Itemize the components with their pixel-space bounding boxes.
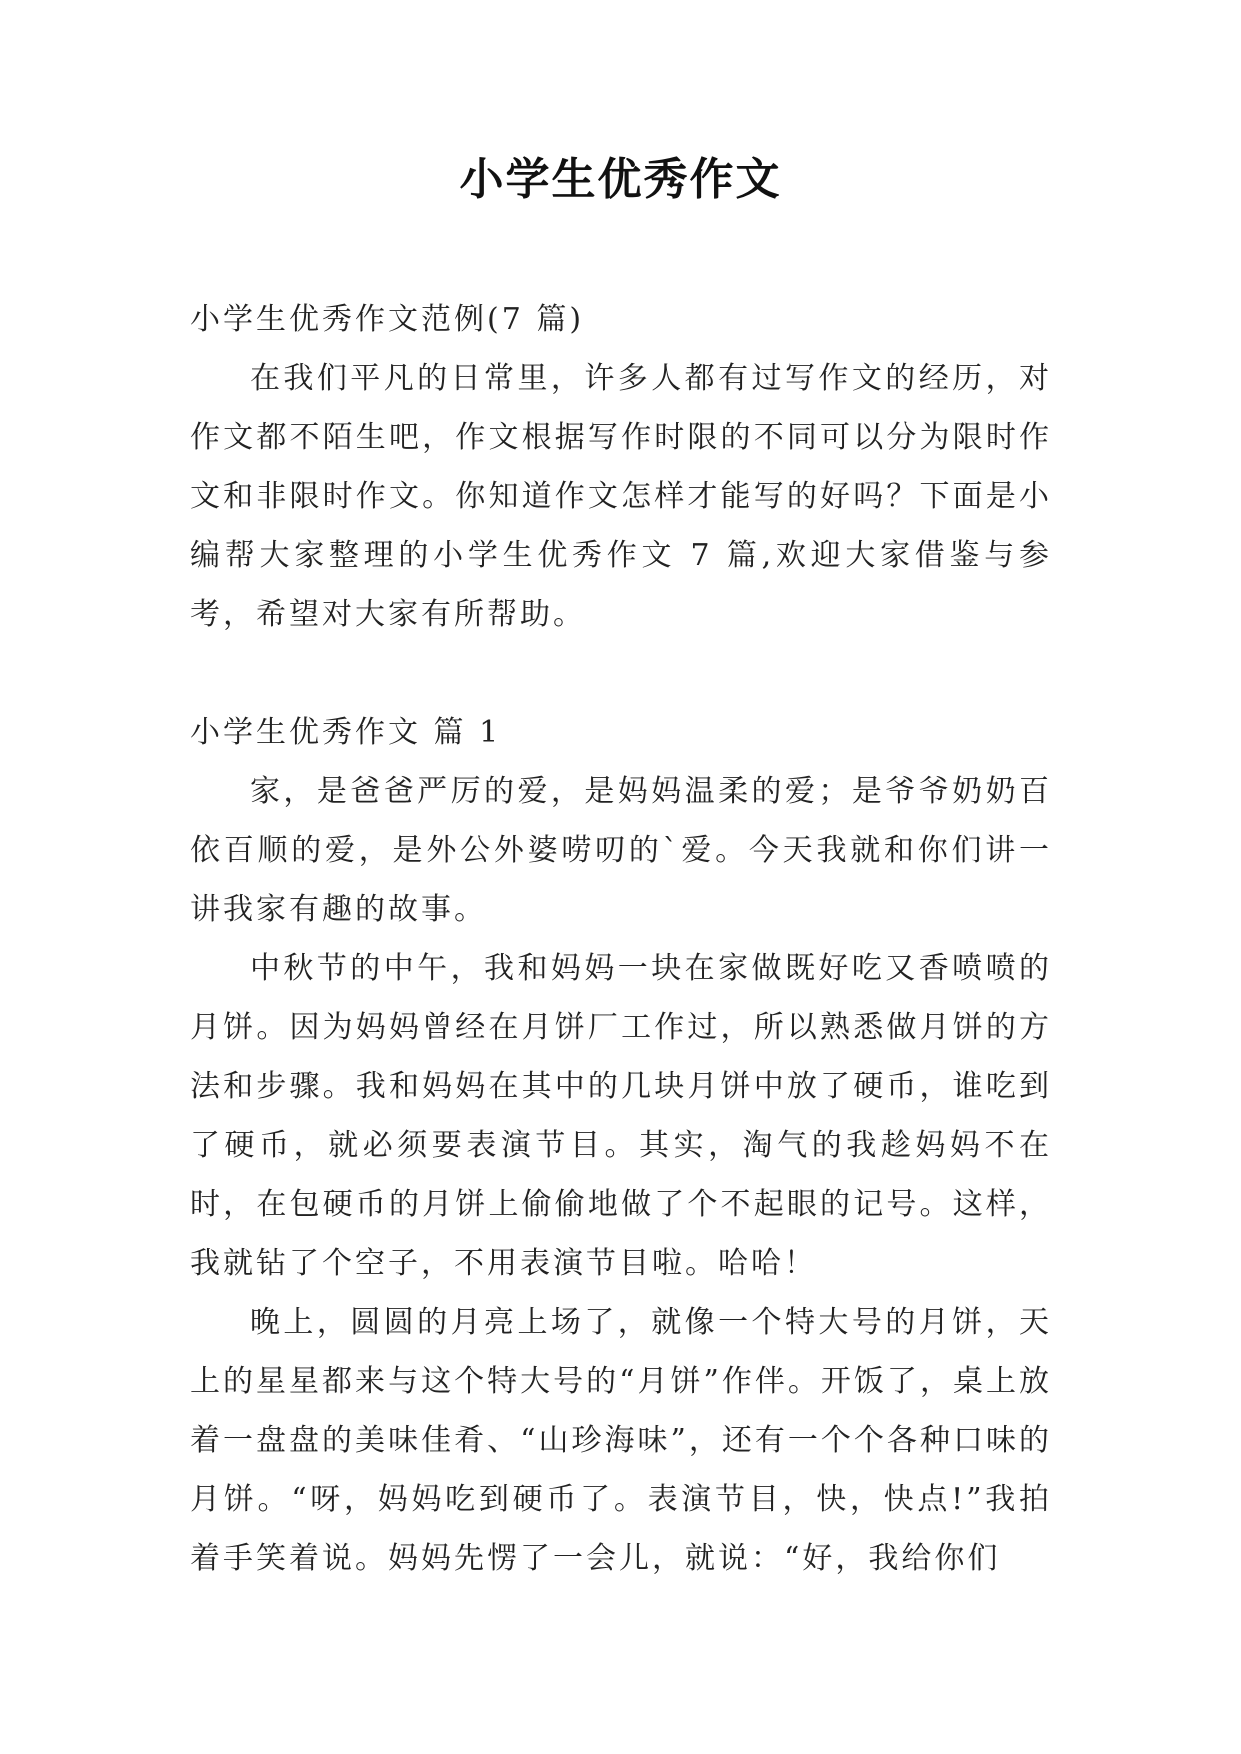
essay-1-paragraph: 家，是爸爸严厉的爱，是妈妈温柔的爱；是爷爷奶奶百依百顺的爱，是外公外婆唠叨的`爱。今天我就和你们讲一讲我家有趣的故事。	[190, 774, 1052, 927]
intro-paragraph: 在我们平凡的日常里，许多人都有过写作文的经历，对作文都不陌生吧，作文根据写作时限的不同可以分为限时作文和非限时作文。你知道作文怎样才能写的好吗？下面是小编帮大家整理的小学生优秀作文 7 篇,欢迎大家借鉴与参考，希望对大家有所帮助。	[190, 361, 1052, 632]
document-title: 小学生优秀作文	[459, 154, 782, 205]
collection-heading: 小学生优秀作文范例(7 篇)	[190, 302, 585, 337]
essay-1-heading: 小学生优秀作文 篇 1	[190, 715, 502, 750]
essay-1-paragraph: 中秋节的中午，我和妈妈一块在家做既好吃又香喷喷的月饼。因为妈妈曾经在月饼厂工作过，所以熟悉做月饼的方法和步骤。我和妈妈在其中的几块月饼中放了硬币，谁吃到了硬币，就必须要表演节目。其实，淘气的我趁妈妈不在时，在包硬币的月饼上偷偷地做了个不起眼的记号。这样，我就钻了个空子，不用表演节目啦。哈哈！	[190, 951, 1052, 1281]
document-body	[190, 290, 1052, 1588]
essay-1-paragraph: 晚上，圆圆的月亮上场了，就像一个特大号的月饼，天上的星星都来与这个特大号的“月饼”作伴。开饭了，桌上放着一盘盘的美味佳肴、“山珍海味”，还有一个个各种口味的月饼。“呀，妈妈吃到硬币了。表演节目，快，快点!”我拍着手笑着说。妈妈先愣了一会儿，就说：“好，我给你们	[190, 1305, 1052, 1576]
section-gap	[190, 644, 1052, 703]
